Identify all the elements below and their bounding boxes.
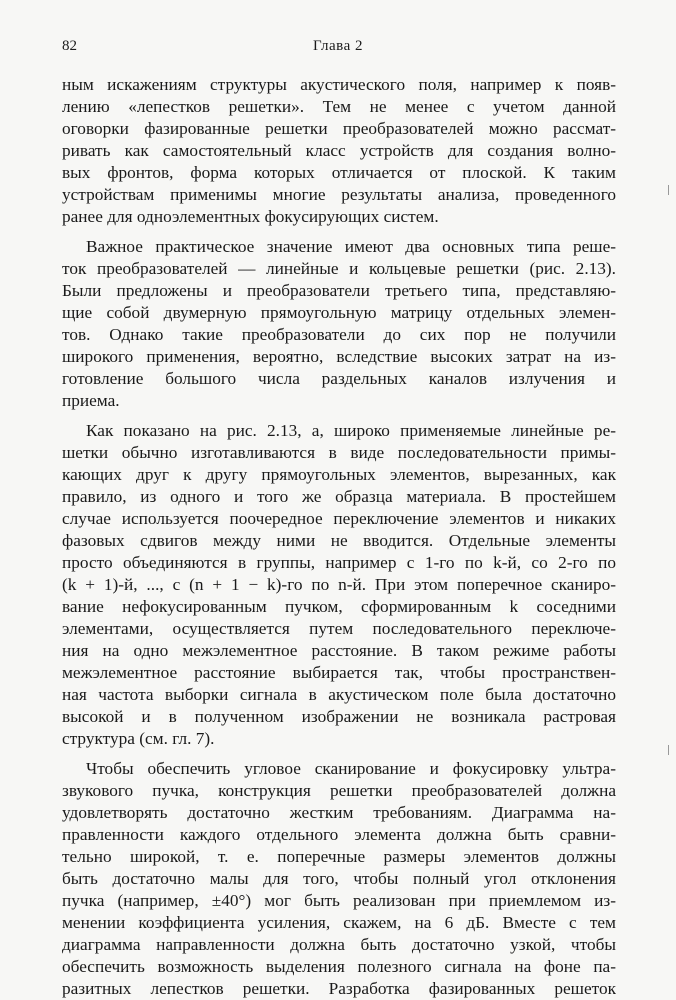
text-line: ток преобразователей — линейные и кольцевые решетки (рис. 2.13). [62,259,616,278]
text-line: элементами, осуществляется путем последовательного переключе- [62,619,616,638]
text-line: (k + 1)-й, ..., с (n + 1 − k)-го по n-й. При этом поперечное сканиро- [62,575,616,594]
text-line: менении коэффициента усиления, скажем, на 6 дБ. Вместе с тем [62,913,616,932]
paragraph [62,420,616,750]
text-line: удовлетворять достаточно жестким требованиям. Диаграмма на- [62,803,616,822]
paragraph-gap [62,750,616,758]
text-line: звукового пучка, конструкция решетки преобразователей должна [62,781,616,800]
text-line: межэлементное расстояние выбирается так, чтобы пространствен- [62,663,616,682]
text-line: диаграмма направленности должна быть достаточно узкой, чтобы [62,935,616,954]
body-text [62,74,616,1000]
text-line: случае используется поочередное переключение элементов и никаких [62,509,616,528]
text-line: шетки обычно изготавливаются в виде последовательности примы- [62,443,616,462]
paragraph [62,74,616,228]
page-header [62,38,614,62]
text-line: ная частота выборки сигнала в акустическом поле была достаточно [62,685,616,704]
text-line: приема. [62,391,120,410]
text-line: тельно широкой, т. е. поперечные размеры элементов должны [62,847,616,866]
text-line: ривать как самостоятельный класс устройств для создания волно- [62,141,616,160]
text-line: широкого применения, вероятно, вследствие высоких затрат на из- [62,347,616,366]
chapter-title: Глава 2 [313,38,363,54]
text-line: фазовых сдвигов между ними не вводится. Отдельные элементы [62,531,616,550]
text-line: просто объединяются в группы, например с 1-го по k-й, со 2-го по [62,553,616,572]
text-line: высокой и в полученном изображении не возникала растровая [62,707,616,726]
text-line: тов. Однако такие преобразователи до сих пор не получили [62,325,616,344]
text-line: Важное практическое значение имеют два основных типа реше- [86,237,616,256]
text-line: быть достаточно малы для того, чтобы полный угол отклонения [62,869,616,888]
text-line: ным искажениям структуры акустического поля, например к появ- [62,75,616,94]
page-number: 82 [62,38,77,54]
paragraph [62,758,616,1000]
paragraph-gap [62,412,616,420]
text-line: разитных лепестков решетки. Разработка фазированных решеток [62,979,616,998]
paragraph-gap [62,228,616,236]
text-line: кающих друг к другу прямоугольных элементов, вырезанных, как [62,465,616,484]
text-line: вание нефокусированным пучком, сформированным k соседними [62,597,616,616]
text-line: Были предложены и преобразователи третьего типа, представляю- [62,281,616,300]
text-line: Как показано на рис. 2.13, а, широко применяемые линейные ре- [86,421,616,440]
text-line: лению «лепестков решетки». Тем не менее с учетом данной [62,97,616,116]
margin-mark [668,745,669,755]
text-line: устройствам применимы многие результаты анализа, проведенного [62,185,616,204]
text-line: ния на одно межэлементное расстояние. В таком режиме работы [62,641,616,660]
text-line: вых фронтов, форма которых отличается от плоской. К таким [62,163,616,182]
text-line: правило, из одного и того же образца материала. В простейшем [62,487,616,506]
paragraph [62,236,616,412]
margin-mark [668,185,669,195]
text-line: структура (см. гл. 7). [62,729,215,748]
text-line: Чтобы обеспечить угловое сканирование и фокусировку ультра- [86,759,616,778]
text-line: щие собой двумерную прямоугольную матрицу отдельных элемен- [62,303,616,322]
text-line: ранее для одноэлементных фокусирующих систем. [62,207,439,226]
text-line: оговорки фазированные решетки преобразователей можно рассмат- [62,119,616,138]
text-line: пучка (например, ±40°) мог быть реализован при приемлемом из- [62,891,616,910]
text-line: правленности каждого отдельного элемента должна быть сравни- [62,825,616,844]
text-line: обеспечить возможность выделения полезного сигнала на фоне па- [62,957,616,976]
text-line: готовление большого числа раздельных каналов излучения и [62,369,616,388]
